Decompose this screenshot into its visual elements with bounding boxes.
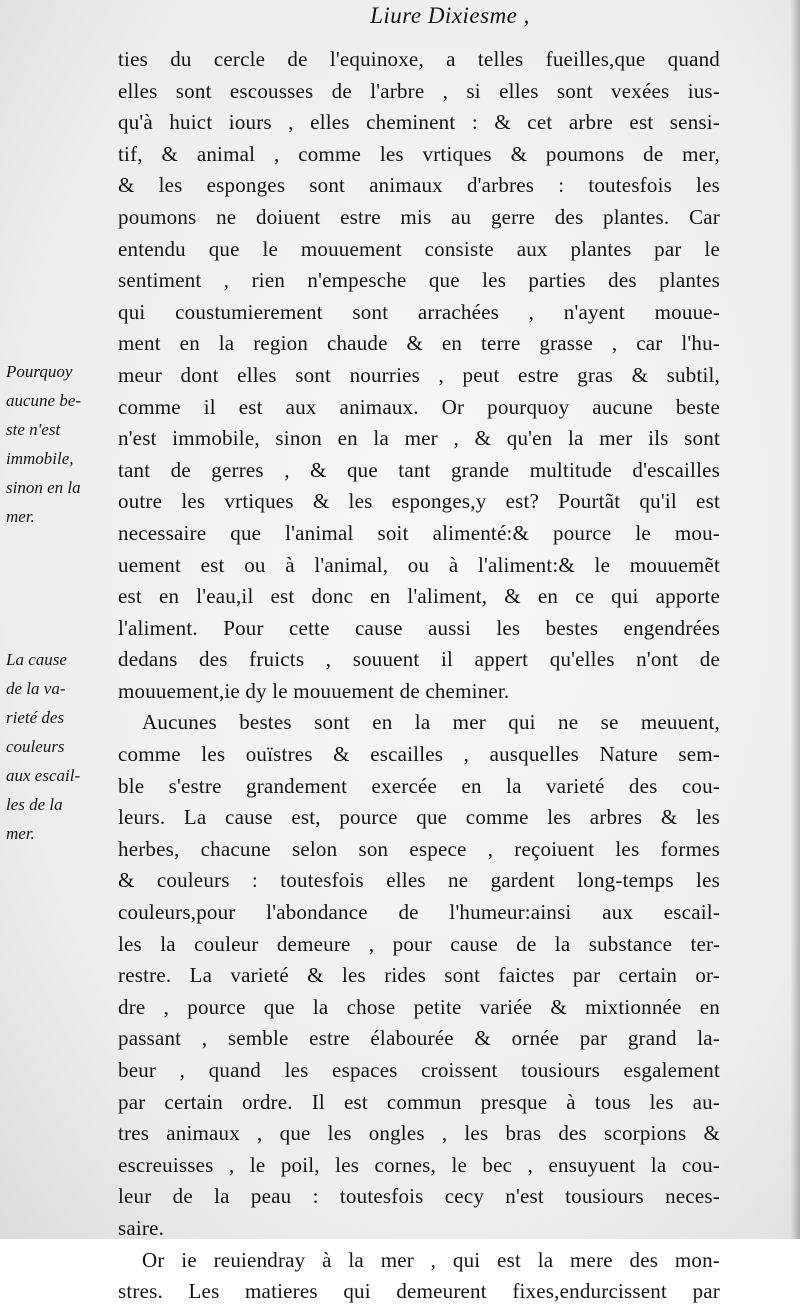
text-line: stres. Les matieres qui demeurent fixes,endurcissent par [118, 1279, 720, 1304]
text-line: comme il est aux animaux. Or pourquoy aucune beste [118, 394, 720, 419]
marginal-note [6, 645, 114, 848]
text-line: qui coustumierement sont arrachées , n'ayent mouue- [118, 299, 720, 324]
text-line: poumons ne doiuent estre mis au gerre des plantes. Car [118, 204, 720, 229]
text-line: necessaire que l'animal soit alimenté:& pource le mou- [118, 520, 720, 545]
text-line: n'est immobile, sinon en la mer , & qu'en la mer ils sont [118, 426, 720, 451]
text-line: couleurs,pour l'abondance de l'humeur:ainsi aux escail- [118, 900, 720, 925]
text-line: passant , semble estre élabourée & ornée par grand la- [118, 1026, 720, 1051]
text-line: ble s'estre grandement exercée en la varieté des cou- [118, 773, 720, 798]
text-line: beur , quand les espaces croissent tousiours esgalement [118, 1058, 720, 1082]
text-line: outre les vrtiques & les esponges,y est? Pourtãt qu'il est [118, 489, 720, 514]
marginal-note-line: La cause [6, 650, 67, 669]
text-line: leurs. La cause est, pource que comme les arbres & les [118, 805, 720, 830]
text-line: Or ie reuiendray à la mer , qui est la mere des mon- [142, 1247, 720, 1272]
text-line: meur dont elles sont nourries , peut estre gras & subtil, [118, 362, 720, 387]
marginal-note-line: couleurs [6, 737, 65, 756]
body-text [118, 44, 720, 1308]
text-line: saire. [118, 1215, 165, 1240]
marginal-note-line: mer. [6, 824, 35, 843]
text-line: par certain ordre. Il est commun presque à tous les au- [118, 1089, 720, 1114]
text-line: tif, & animal , comme les vrtiques & poumons de mer, [118, 141, 720, 166]
marginal-note-line: les de la [6, 795, 63, 814]
marginal-note-line: Pourquoy [6, 362, 73, 381]
text-line: leur de la peau : toutesfois cecy n'est tousiours neces- [118, 1184, 720, 1209]
text-line: dedans des fruicts , souuent il appert qu'elles n'ont de [118, 647, 720, 672]
text-line: tres animaux , que les ongles , les bras des scorpions & [118, 1121, 720, 1146]
marginal-note-line: aucune be- [6, 391, 82, 410]
marginal-note-line: aux escail- [6, 766, 81, 785]
text-line: herbes, chacune selon son espece , reçoiuent les formes [118, 836, 720, 861]
running-head: Liure Dixiesme , [370, 3, 530, 28]
marginal-note-line: mer. [6, 507, 35, 526]
marginal-note-line: ste n'est [6, 420, 61, 439]
text-line: qu'à huict iours , elles cheminent : & cet arbre est sensi- [118, 110, 720, 135]
text-line: uement est ou à l'animal, ou à l'aliment:& le mouuemẽt [118, 552, 720, 577]
marginal-note-line: rieté des [6, 708, 65, 727]
page-edge-shadow [790, 0, 800, 1239]
text-line: & couleurs : toutesfois elles ne gardent long-temps les [118, 868, 720, 893]
text-line: & les esponges sont animaux d'arbres : toutesfois les [118, 173, 720, 198]
text-line: escreuisses , le poil, les cornes, le bec , ensuyuent la cou- [118, 1152, 720, 1177]
text-line: comme les ouïstres & escailles , ausquelles Nature sem- [118, 742, 720, 767]
text-line: ment en la region chaude & en terre grasse , car l'hu- [118, 331, 720, 356]
marginal-note [6, 357, 114, 531]
text-line: dre , pource que la chose petite variée & mixtionnée en [118, 994, 720, 1019]
text-line: l'aliment. Pour cette cause aussi les bestes engendrées [118, 615, 720, 640]
text-line: sentiment , rien n'empesche que les parties des plantes [118, 268, 720, 293]
text-line: restre. La varieté & les rides sont faictes par certain or- [118, 963, 720, 988]
marginal-note-line: immobile, [6, 449, 74, 468]
text-line: Aucunes bestes sont en la mer qui ne se meuuent, [142, 710, 720, 735]
text-line: est en l'eau,il est donc en l'aliment, & en ce qui apporte [118, 584, 720, 609]
marginal-note-line: sinon en la [6, 478, 81, 497]
text-line: mouuement,ie dy le mouuement de cheminer. [118, 678, 510, 703]
text-line: elles sont escousses de l'arbre , si elles sont vexées ius- [118, 78, 720, 103]
text-line: entendu que le mouuement consiste aux plantes par le [118, 236, 720, 261]
marginal-note-line: de la va- [6, 679, 66, 698]
text-line: tant de gerres , & que tant grande multitude d'escailles [118, 457, 720, 482]
text-line: ties du cercle de l'equinoxe, a telles fueilles,que quand [118, 47, 720, 71]
text-line: les la couleur demeure , pour cause de la substance ter- [118, 931, 720, 956]
